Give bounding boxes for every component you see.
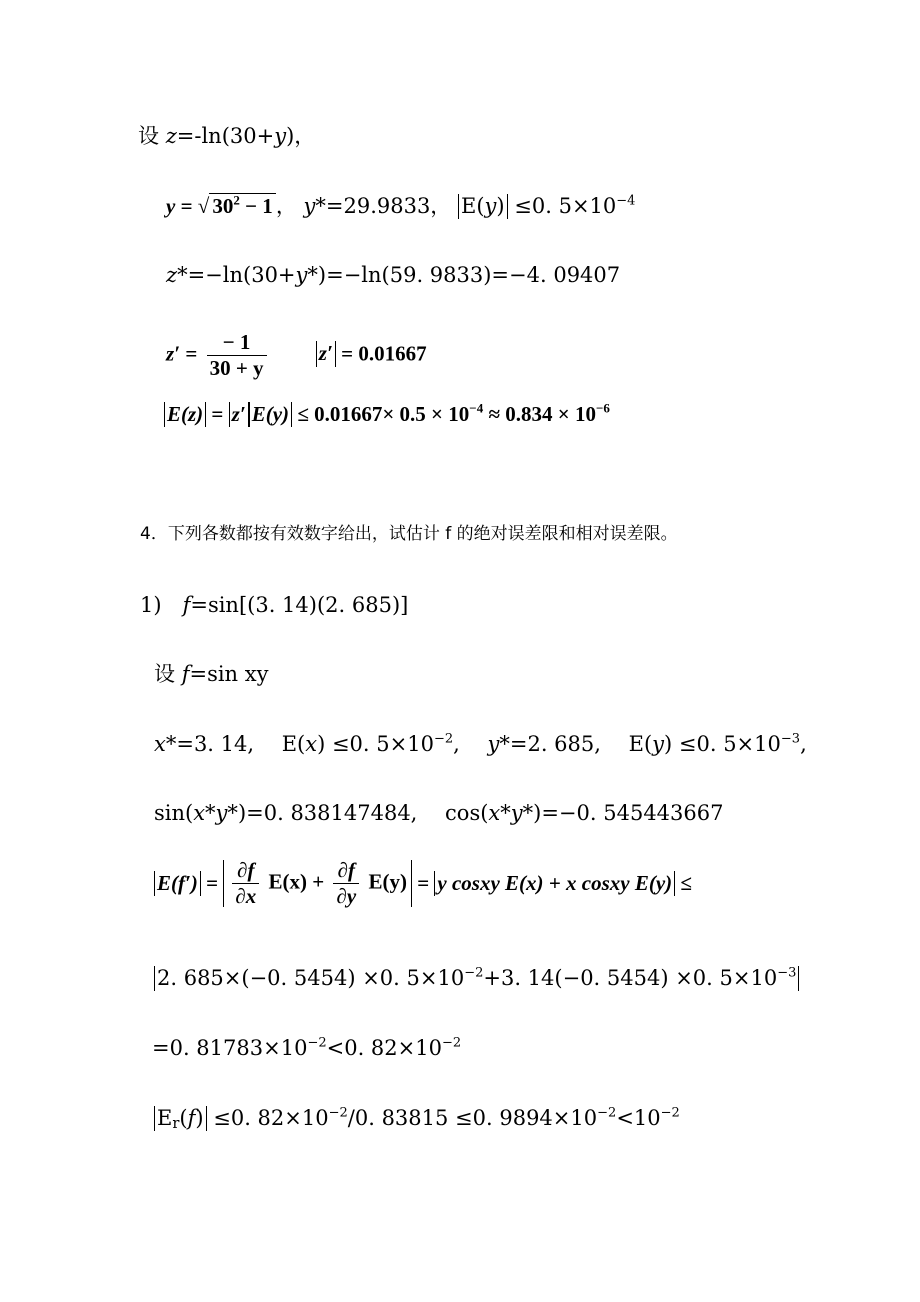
line-ef-formula: E(f′) = $\frac{\partial f}{\partial x}$ E(x) + $\frac{\partial f}{\partial y}$ E(y) = y cosxy E(x) + x cosxy E(y) ≤ [154, 860, 692, 907]
line-x-y-values: x*=3. 14, E(x) ≤0. $5\times 10^{-2}$, y*=2. 685, E(y) ≤0. $5\times 10^{-3}$, [154, 731, 807, 756]
line-let-z: 设 z=-ln(30+y)， [138, 124, 316, 148]
abs-calc: 2. 685×(−0. 5454) ×0. $5\times 10^{-2}+3$. 14(−0. 5454) ×0. $5\times 10^{-3}$ [154, 966, 799, 991]
line-sin-cos: sin(x*y*)=0. 838147484, cos(x*y*)=−0. 545443667 [154, 801, 724, 825]
abs-relative-error: $E_r(f)$ [154, 1106, 207, 1131]
line-relative-error: $E_r(f) \le 0$. $82\times 10^{-2}/0$. 83815 ≤0. $9894\times 10^{-2}<10^{-2}$ [154, 1106, 680, 1131]
line-calc [154, 966, 799, 991]
line-y-value: y = √ $30^2 - 1$ ， y*=29.9833， E(y) ≤0. $5\times 10^{-4}$ [166, 192, 636, 218]
abs-partial-sum: $\frac{\partial f}{\partial x}$ E(x) + $\frac{\partial f}{\partial y}$ E(y) [223, 860, 412, 907]
sqrt-expression: √ $30^2 - 1$ [198, 196, 276, 217]
fraction-derivative: $\frac{- 1}{30 + y}$ [207, 332, 267, 379]
line-result: =0. $81783\times 10^{-2}<0$. $82\times 10^{-2}$ [152, 1035, 462, 1060]
line-let-f: 设 f=sin xy [154, 662, 269, 686]
line-z-derivative: z′ = $\frac{- 1}{30 + y}$ z′ = 0.01667 [166, 330, 427, 380]
question-4: 4．下列各数都按有效数字给出，试估计 f 的绝对误差限和相对误差限。 [140, 524, 678, 544]
line-z-error-bound: E(z) = z′ $E(y) \le 0.01667\times 0.5 \times 10^{-4} \approx 0.834 \times 10^{-6}$ [164, 402, 610, 427]
abs-error-y: E(y) [458, 194, 508, 219]
part-1-expression: 1) f=sin[(3. 14)(2. 685)] [140, 593, 409, 617]
line-z-star: z*=−ln(30+y*)=−ln(59. 9833)=−4. 09407 [166, 263, 621, 287]
